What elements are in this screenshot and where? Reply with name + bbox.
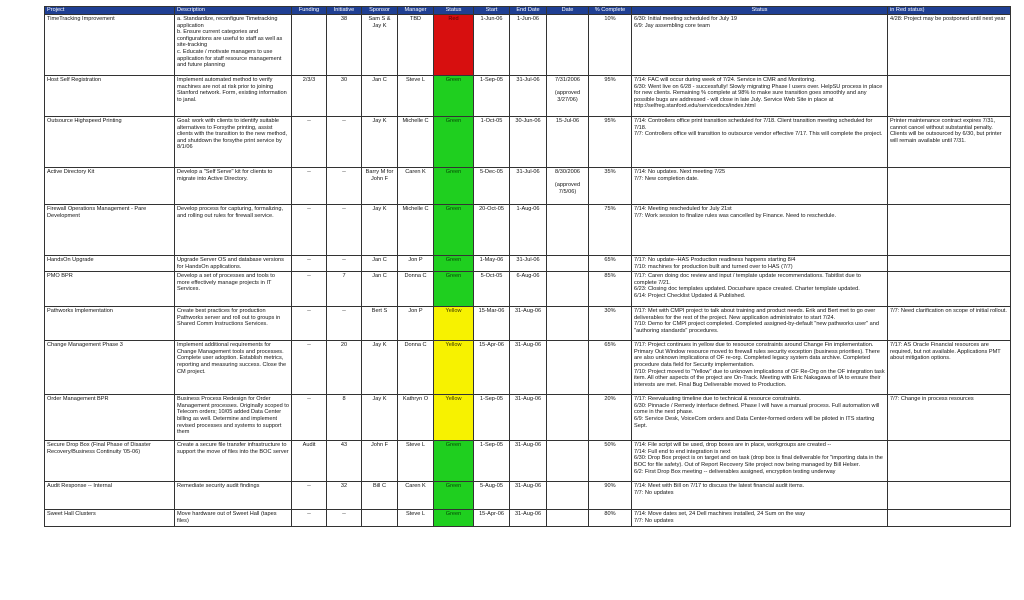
cell-status-detail[interactable]: 7/14: File script will be used, drop boxes are in place, workgroups are created -- 7/14: Full end to end integration is next 6/30: Drop Box project is on target and on task (drop box is final deliverable for "importing data in the BOC for file safety). Out of Report Recovery Site project now being managed by Bill Helser. 6/2: First Drop Box meeting -- deliverables assigned, encryption testing underway xyxy=(632,441,888,482)
table-row xyxy=(45,168,1011,205)
cell-initiative[interactable]: -- xyxy=(327,117,362,168)
cell-date[interactable] xyxy=(547,256,589,272)
cell-description[interactable]: a. Standardize, reconfigure Timetracking application b. Ensure current categories and configurations are useful to staff as well as site-tracking c. Educate / motivate managers to use application for staff resource management and future planning xyxy=(175,15,292,76)
cell-end-date[interactable]: 31-Aug-06 xyxy=(510,510,547,527)
cell-notes[interactable] xyxy=(888,272,1011,307)
cell-start[interactable]: 1-Oct-05 xyxy=(474,117,510,168)
cell-date[interactable]: 8/30/2006 (approved 7/5/06) xyxy=(547,168,589,205)
col-header-end-date[interactable]: End Date xyxy=(510,7,547,15)
cell-end-date[interactable]: 31-Jul-06 xyxy=(510,168,547,205)
cell-start[interactable]: 1-Sep-05 xyxy=(474,76,510,117)
cell-start[interactable]: 15-Apr-06 xyxy=(474,510,510,527)
cell-status-detail[interactable]: 7/17: Project continues in yellow due to resource constraints around Change Fin implementation. Primary Out Window resource moved to firewall rules security exception (business priorities). There are also unknown implications of OF re-org. Completed legacy system data archive. Completed procedure data field for Security implementation. 7/10: Project moved to "Yellow" due to unknown implications of OF Re-Org on the OF integration task item. All other aspects of the project are On-Track. Meeting with Eric Nakagawa of IA to ensure their interests are met. Final Bug Deliverable moved to Production. xyxy=(632,341,888,395)
cell-end-date[interactable]: 31-Aug-06 xyxy=(510,441,547,482)
cell-project[interactable]: Active Directory Kit xyxy=(45,168,175,205)
cell-status-yellow[interactable]: Yellow xyxy=(434,341,474,395)
cell-date[interactable]: 15-Jul-06 xyxy=(547,117,589,168)
table-row xyxy=(45,76,1011,117)
cell-description[interactable]: Business Process Redesign for Order Management processes. Originally scoped to Telecom orders; 10/05 added Data Center billing as well. Determine and implement revised processes and systems to support them xyxy=(175,395,292,441)
col-header-date[interactable]: Date xyxy=(547,7,589,15)
cell-status-green[interactable]: Green xyxy=(434,441,474,482)
cell-project[interactable]: Secure Drop Box (Final Phase of Disaster Recovery/Business Continuity '05-06) xyxy=(45,441,175,482)
cell-pct-complete[interactable]: 65% xyxy=(589,341,632,395)
cell-description[interactable]: Develop a set of processes and tools to more effectively manage projects in IT Services. xyxy=(175,272,292,307)
table-row xyxy=(45,482,1011,510)
cell-description[interactable]: Goal: work with clients to identify suitable alternatives to Forsythe printing, assist clients with the transition to the new method, and shutdown the forsythe print service by 8/1/06 xyxy=(175,117,292,168)
cell-sponsor[interactable]: Bert S xyxy=(362,307,398,341)
cell-end-date[interactable]: 31-Aug-06 xyxy=(510,307,547,341)
cell-sponsor[interactable]: Jay K xyxy=(362,395,398,441)
cell-status-green[interactable]: Green xyxy=(434,510,474,527)
cell-funding[interactable]: Audit xyxy=(292,441,327,482)
cell-project[interactable]: Pathworks Implementation xyxy=(45,307,175,341)
table-row xyxy=(45,510,1011,527)
cell-manager[interactable]: Michelle C xyxy=(398,117,434,168)
cell-date[interactable] xyxy=(547,482,589,510)
col-header-funding[interactable]: Funding xyxy=(292,7,327,15)
cell-sponsor[interactable]: Jay K xyxy=(362,205,398,256)
cell-funding[interactable]: -- xyxy=(292,205,327,256)
cell-initiative[interactable]: -- xyxy=(327,510,362,527)
cell-start[interactable]: 1-May-06 xyxy=(474,256,510,272)
cell-notes[interactable]: 7/7: Need clarification on scope of initial rollout. xyxy=(888,307,1011,341)
cell-start[interactable]: 5-Dec-05 xyxy=(474,168,510,205)
cell-funding[interactable]: -- xyxy=(292,168,327,205)
cell-manager[interactable]: TBD xyxy=(398,15,434,76)
col-header-project[interactable]: Project xyxy=(45,7,175,15)
cell-funding[interactable]: -- xyxy=(292,307,327,341)
col-header-description[interactable]: Description xyxy=(175,7,292,15)
cell-initiative[interactable]: 30 xyxy=(327,76,362,117)
cell-project[interactable]: HandsOn Upgrade xyxy=(45,256,175,272)
cell-status-detail[interactable]: 7/17: Caren doing doc review and input / template update recommendations. Tabitlist due to complete 7/21. 6/23: Closing doc templates updated. Docushare space created. Charter template updated. 6/14: Project Checklist Updated & Published. xyxy=(632,272,888,307)
table-row xyxy=(45,15,1011,76)
cell-project[interactable]: Change Management Phase 3 xyxy=(45,341,175,395)
cell-status-detail[interactable]: 7/17: No update--HAS Production readiness happens starting 8/4 7/10: machines for production built and turned over to HAS (7/7) xyxy=(632,256,888,272)
cell-project[interactable]: TimeTracking Improvement xyxy=(45,15,175,76)
table-row xyxy=(45,256,1011,272)
cell-start[interactable]: 1-Jun-06 xyxy=(474,15,510,76)
cell-notes[interactable] xyxy=(888,441,1011,482)
cell-sponsor[interactable] xyxy=(362,510,398,527)
cell-end-date[interactable]: 6-Aug-06 xyxy=(510,272,547,307)
cell-description[interactable]: Create a secure file transfer infrastructure to support the move of files into the BOC server xyxy=(175,441,292,482)
status-spreadsheet xyxy=(44,6,1010,527)
cell-pct-complete[interactable]: 80% xyxy=(589,510,632,527)
cell-date[interactable] xyxy=(547,272,589,307)
cell-notes[interactable] xyxy=(888,256,1011,272)
cell-end-date[interactable]: 31-Jul-06 xyxy=(510,76,547,117)
cell-initiative[interactable]: -- xyxy=(327,256,362,272)
cell-notes[interactable]: 7/7: Change in process resources xyxy=(888,395,1011,441)
cell-sponsor[interactable]: Bill C xyxy=(362,482,398,510)
cell-status-detail[interactable]: 7/17: Met with CMPI project to talk about training and product needs. Erik and Bert met to go over deliverables for the rest of the project. New application administrator to start 7/24. 7/10: Demo for CMPI project completed. Completed assigned-by-default "new pathworks user" and "authoring standards" procedures. xyxy=(632,307,888,341)
table-row xyxy=(45,307,1011,341)
project-status-table xyxy=(44,6,1011,527)
col-header-initiative[interactable]: Initiative xyxy=(327,7,362,15)
cell-funding[interactable] xyxy=(292,15,327,76)
cell-funding[interactable]: -- xyxy=(292,341,327,395)
cell-description[interactable]: Remediate security audit findings xyxy=(175,482,292,510)
cell-status-green[interactable]: Green xyxy=(434,205,474,256)
cell-start[interactable]: 15-Apr-06 xyxy=(474,341,510,395)
cell-manager[interactable]: Steve L xyxy=(398,510,434,527)
cell-description[interactable]: Upgrade Server OS and database versions for HandsOn applications. xyxy=(175,256,292,272)
cell-pct-complete[interactable]: 35% xyxy=(589,168,632,205)
cell-manager[interactable]: Jon P xyxy=(398,307,434,341)
cell-status-detail[interactable]: 7/14: Move dates set, 24 Dell machines installed, 24 Sum on the way 7/7: No updates xyxy=(632,510,888,527)
cell-end-date[interactable]: 30-Jun-06 xyxy=(510,117,547,168)
cell-end-date[interactable]: 1-Aug-06 xyxy=(510,205,547,256)
cell-pct-complete[interactable]: 10% xyxy=(589,15,632,76)
cell-manager[interactable]: Jon P xyxy=(398,256,434,272)
cell-sponsor[interactable]: Jay K xyxy=(362,341,398,395)
cell-date[interactable] xyxy=(547,15,589,76)
cell-end-date[interactable]: 31-Aug-06 xyxy=(510,482,547,510)
cell-status-detail[interactable]: 7/14: FAC will occur during week of 7/24. Service in CMR and Monitoring. 6/30: Went live on 6/28 - successfully! Slowly migrating Phase I users over. HelpSU process in place for new clients. Remaining % complete at 98% to make sure transition goes smoothly and any possible bugs are addressed - will close in late July. Service Web Site in place at http://selfreg.stanford.edu/servicedocs/index.html xyxy=(632,76,888,117)
cell-description[interactable]: Create best practices for production Pathworks server and roll out to groups in Shared Comm Instructions Services. xyxy=(175,307,292,341)
cell-manager[interactable]: Steve L xyxy=(398,441,434,482)
cell-end-date[interactable]: 31-Aug-06 xyxy=(510,395,547,441)
cell-status-yellow[interactable]: Yellow xyxy=(434,395,474,441)
cell-status-detail[interactable]: 7/14: Meeting rescheduled for July 21st 7/7: Work session to finalize rules was cancelled by Finance. Need to reschedule. xyxy=(632,205,888,256)
cell-sponsor[interactable]: John F xyxy=(362,441,398,482)
cell-status-green[interactable]: Green xyxy=(434,76,474,117)
cell-initiative[interactable]: -- xyxy=(327,168,362,205)
cell-sponsor[interactable]: Jan C xyxy=(362,272,398,307)
cell-date[interactable] xyxy=(547,441,589,482)
cell-manager[interactable]: Kathryn O xyxy=(398,395,434,441)
cell-pct-complete[interactable]: 75% xyxy=(589,205,632,256)
cell-start[interactable]: 1-Sep-05 xyxy=(474,395,510,441)
col-header-sponsor[interactable]: Sponsor xyxy=(362,7,398,15)
cell-funding[interactable]: 2/3/3 xyxy=(292,76,327,117)
cell-status-detail[interactable]: 7/14: Controllers office print transition scheduled for 7/18. Client transition meeting scheduled for 7/18. 7/7: Controllers office will transition to outsource vendor effective 7/17. This will complete the project. xyxy=(632,117,888,168)
cell-manager[interactable]: Donna C xyxy=(398,341,434,395)
cell-end-date[interactable]: 1-Jun-06 xyxy=(510,15,547,76)
cell-status-detail[interactable]: 6/30: Initial meeting scheduled for July 19 6/9: Jay assembling core team xyxy=(632,15,888,76)
cell-date[interactable] xyxy=(547,205,589,256)
cell-sponsor[interactable]: Barry M for John F xyxy=(362,168,398,205)
cell-pct-complete[interactable]: 30% xyxy=(589,307,632,341)
cell-date[interactable] xyxy=(547,395,589,441)
table-row xyxy=(45,205,1011,256)
cell-initiative[interactable]: 32 xyxy=(327,482,362,510)
cell-project[interactable]: PMO BPR xyxy=(45,272,175,307)
cell-project[interactable]: Sweet Hall Clusters xyxy=(45,510,175,527)
cell-pct-complete[interactable]: 20% xyxy=(589,395,632,441)
cell-description[interactable]: Develop process for capturing, formalizing, and rolling out rules for firewall service. xyxy=(175,205,292,256)
cell-pct-complete[interactable]: 85% xyxy=(589,272,632,307)
cell-funding[interactable]: -- xyxy=(292,482,327,510)
cell-funding[interactable]: -- xyxy=(292,272,327,307)
cell-pct-complete[interactable]: 95% xyxy=(589,76,632,117)
cell-end-date[interactable]: 31-Aug-06 xyxy=(510,341,547,395)
cell-pct-complete[interactable]: 50% xyxy=(589,441,632,482)
cell-funding[interactable]: -- xyxy=(292,510,327,527)
cell-start[interactable]: 15-Mar-06 xyxy=(474,307,510,341)
cell-funding[interactable]: -- xyxy=(292,395,327,441)
cell-start[interactable]: 20-Oct-05 xyxy=(474,205,510,256)
cell-initiative[interactable]: -- xyxy=(327,307,362,341)
cell-project[interactable]: Firewall Operations Management - Pare Development xyxy=(45,205,175,256)
cell-initiative[interactable]: 8 xyxy=(327,395,362,441)
cell-sponsor[interactable]: Jan C xyxy=(362,256,398,272)
table-row xyxy=(45,441,1011,482)
cell-description[interactable]: Develop a "Self Serve" kit for clients to migrate into Active Directory. xyxy=(175,168,292,205)
cell-notes[interactable]: 7/17: AS Oracle Financial resources are required, but not available. Applications PMT about mitigation options. xyxy=(888,341,1011,395)
col-header-status-detail[interactable]: Status xyxy=(632,7,888,15)
cell-project[interactable]: Order Management BPR xyxy=(45,395,175,441)
table-row xyxy=(45,272,1011,307)
cell-pct-complete[interactable]: 95% xyxy=(589,117,632,168)
cell-notes[interactable] xyxy=(888,168,1011,205)
cell-description[interactable]: Implement additional requirements for Change Management tools and processes. Complete user adoption. Establish metrics, reporting and measuring success. Close the CM project. xyxy=(175,341,292,395)
cell-end-date[interactable]: 31-Jul-06 xyxy=(510,256,547,272)
col-header-notes[interactable]: in Red status) xyxy=(888,7,1011,15)
cell-notes[interactable] xyxy=(888,76,1011,117)
cell-status-detail[interactable]: 7/14: Meet with Bill on 7/17 to discuss the latest financial audit items. 7/7: No updates xyxy=(632,482,888,510)
cell-status-green[interactable]: Green xyxy=(434,482,474,510)
cell-date[interactable] xyxy=(547,341,589,395)
cell-initiative[interactable]: 38 xyxy=(327,15,362,76)
header-row xyxy=(45,7,1011,15)
cell-date[interactable]: 7/31/2006 (approved 3/27/06) xyxy=(547,76,589,117)
col-header-manager[interactable]: Manager xyxy=(398,7,434,15)
cell-funding[interactable]: -- xyxy=(292,256,327,272)
cell-manager[interactable]: Caren K xyxy=(398,482,434,510)
cell-manager[interactable]: Michelle C xyxy=(398,205,434,256)
cell-status-detail[interactable]: 7/17: Reevaluating timeline due to technical & resource constraints. 6/30: Pinnacle / Remedy interface defined. Phase I will have a manual process. Full automation will come in the next phase. 6/9: Service Desk, VoiceCom orders and Data Center-formed orders will be piloted in ITS starting Sept. xyxy=(632,395,888,441)
cell-notes[interactable] xyxy=(888,482,1011,510)
cell-notes[interactable] xyxy=(888,510,1011,527)
cell-project[interactable]: Audit Response -- Internal xyxy=(45,482,175,510)
cell-notes[interactable]: Printer maintenance contract expires 7/31, cannot cancel without substantial penalty. Clients will be outsourced by 6/30, but printer will remain available until 7/31. xyxy=(888,117,1011,168)
cell-sponsor[interactable]: Sam S & Jay K xyxy=(362,15,398,76)
cell-start[interactable]: 5-Oct-05 xyxy=(474,272,510,307)
cell-manager[interactable]: Donna C xyxy=(398,272,434,307)
cell-description[interactable]: Implement automated method to verify machines are not at risk prior to joining Stanford network. Form, existing information to janal. xyxy=(175,76,292,117)
cell-initiative[interactable]: 7 xyxy=(327,272,362,307)
cell-date[interactable] xyxy=(547,307,589,341)
cell-initiative[interactable]: 43 xyxy=(327,441,362,482)
cell-funding[interactable]: -- xyxy=(292,117,327,168)
cell-project[interactable]: Outsource Highspeed Printing xyxy=(45,117,175,168)
cell-notes[interactable]: 4/28: Project may be postponed until next year xyxy=(888,15,1011,76)
cell-status-green[interactable]: Green xyxy=(434,272,474,307)
table-row xyxy=(45,395,1011,441)
cell-manager[interactable]: Steve L xyxy=(398,76,434,117)
table-row xyxy=(45,117,1011,168)
cell-sponsor[interactable]: Jay K xyxy=(362,117,398,168)
col-header-status[interactable]: Status xyxy=(434,7,474,15)
cell-description[interactable]: Move hardware out of Sweet Hall (tapes files) xyxy=(175,510,292,527)
cell-sponsor[interactable]: Jan C xyxy=(362,76,398,117)
cell-pct-complete[interactable]: 90% xyxy=(589,482,632,510)
table-row xyxy=(45,341,1011,395)
cell-start[interactable]: 5-Aug-05 xyxy=(474,482,510,510)
cell-initiative[interactable]: 20 xyxy=(327,341,362,395)
cell-pct-complete[interactable]: 65% xyxy=(589,256,632,272)
cell-status-detail[interactable]: 7/14: No updates. Next meeting 7/25 7/7: New completion date. xyxy=(632,168,888,205)
cell-status-green[interactable]: Green xyxy=(434,256,474,272)
cell-start[interactable]: 1-Sep-05 xyxy=(474,441,510,482)
cell-status-green[interactable]: Green xyxy=(434,168,474,205)
cell-date[interactable] xyxy=(547,510,589,527)
cell-notes[interactable] xyxy=(888,205,1011,256)
cell-status-green[interactable]: Green xyxy=(434,117,474,168)
cell-status-red[interactable]: Red xyxy=(434,15,474,76)
cell-status-yellow[interactable]: Yellow xyxy=(434,307,474,341)
cell-initiative[interactable]: -- xyxy=(327,205,362,256)
col-header-pct-complete[interactable]: % Complete xyxy=(589,7,632,15)
cell-manager[interactable]: Caren K xyxy=(398,168,434,205)
cell-project[interactable]: Host Self Registration xyxy=(45,76,175,117)
col-header-start[interactable]: Start xyxy=(474,7,510,15)
